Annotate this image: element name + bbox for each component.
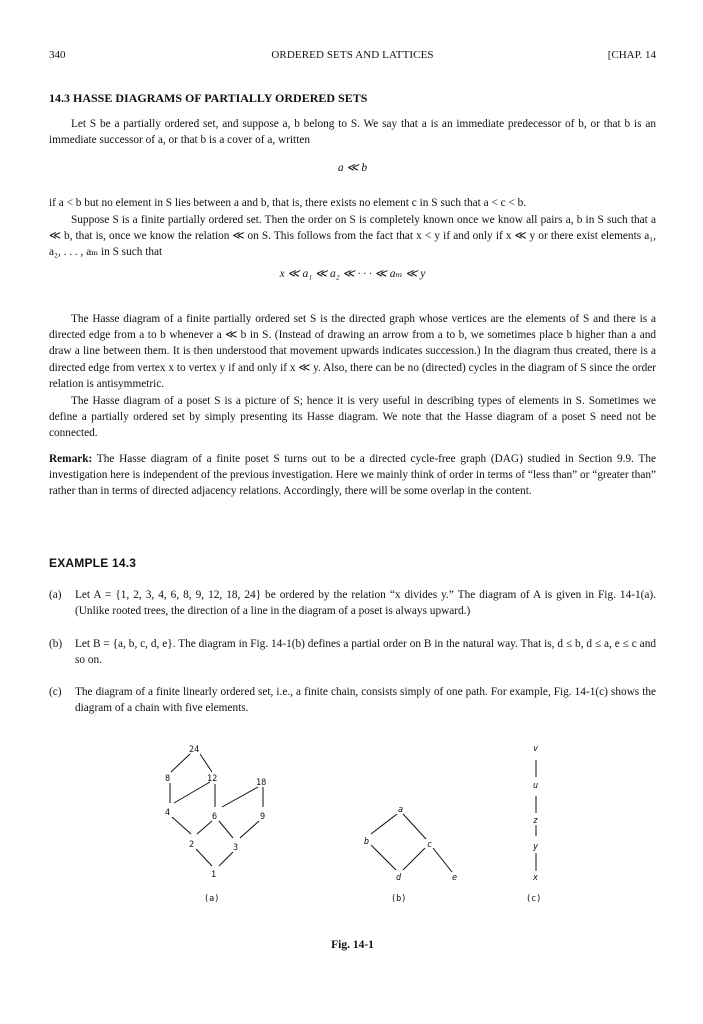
diagram-c-label: (c) xyxy=(526,894,542,904)
node-z: z xyxy=(533,816,539,826)
node-6: 6 xyxy=(212,812,218,822)
node-x: x xyxy=(533,873,539,883)
node-v: v xyxy=(533,744,539,754)
item-text: Let A = {1, 2, 3, 4, 6, 8, 9, 12, 18, 24} be ordered by the relation “x divides y.” The diagram of A is given in Fig. 14-1(a). (Unlike rooted trees, the direction of a line in the diagram of a poset is always upward.) xyxy=(75,589,656,618)
node-8: 8 xyxy=(165,774,171,784)
hasse-figure xyxy=(0,735,703,935)
item-label: (c) xyxy=(49,686,62,698)
remark-text: The Hasse diagram of a finite poset S turns out to be a directed cycle-free graph (DAG) studied in Section 9.9. The investigation here is independent of the previous investigation. Here we mainly think of order in terms of “less than” or “greater than” rather than in terms of directed adjacency relations. Accordingly, there will be some overlap in the content. xyxy=(49,453,656,498)
edge-3-9 xyxy=(240,821,259,838)
item-label: (a) xyxy=(49,589,62,601)
paragraph-2: if a < b but no element in S lies between a and b, that is, there exists no element c in S such that a < c < b. xyxy=(49,197,527,209)
edge-4-12 xyxy=(174,782,210,803)
edge-e-c xyxy=(433,848,452,872)
node-24: 24 xyxy=(189,745,200,755)
figure-caption: Fig. 14-1 xyxy=(331,939,374,951)
node-2: 2 xyxy=(189,840,195,850)
diagram-b-label: (b) xyxy=(391,894,407,904)
node-b: b xyxy=(364,837,370,847)
node-y: y xyxy=(533,842,539,852)
edge-1-2 xyxy=(196,849,212,866)
item-text: Let B = {a, b, c, d, e}. The diagram in Fig. 14-1(b) defines a partial order on B in the natural way. That is, d ≤ b, d ≤ a, e ≤ c and so on. xyxy=(75,638,656,667)
node-c: c xyxy=(427,840,433,850)
edge-d-c xyxy=(403,848,425,870)
edge-c-a xyxy=(403,814,426,839)
edge-3-6 xyxy=(219,821,233,838)
example-item-b xyxy=(49,636,656,668)
paragraph-5: The Hasse diagram of a poset S is a picture of S; hence it is very useful in describing types of elements in S. Sometimes we define a partially ordered set by simply presenting its Hasse diagram. We note that the Hasse diagram of a poset S need not be connected. xyxy=(49,395,656,440)
running-title: ORDERED SETS AND LATTICES xyxy=(271,49,434,61)
display-equation-1: a ≪ b xyxy=(337,162,368,174)
chapter-label: [CHAP. 14 xyxy=(607,49,656,61)
remark-label: Remark: xyxy=(49,453,93,465)
example-title: EXAMPLE 14.3 xyxy=(49,556,137,570)
diagram-a-label: (a) xyxy=(204,894,220,904)
paragraph-3: Suppose S is a finite partially ordered set. Then the order on S is completely known once we know all pairs a, b in S such that a ≪ b, that is, once we know the relation ≪ on S. This follows from the fact that x < y if and only if x ≪ y or there exist elements a₁, a₂, . . . , aₘ in S such that xyxy=(49,214,656,259)
node-1: 1 xyxy=(211,870,217,880)
section-title: 14.3 HASSE DIAGRAMS OF PARTIALLY ORDERED SETS xyxy=(49,91,368,105)
node-4: 4 xyxy=(165,808,171,818)
edge-2-6 xyxy=(197,821,212,834)
edge-8-24 xyxy=(171,754,190,772)
item-text: The diagram of a finite linearly ordered set, i.e., a finite chain, consists simply of one path. For example, Fig. 14-1(c) shows the diagram of a chain with five elements. xyxy=(75,686,656,715)
edge-1-3 xyxy=(219,852,233,866)
hasse-diagram-c xyxy=(526,744,541,904)
edge-d-b xyxy=(371,845,396,870)
item-label: (b) xyxy=(49,638,63,650)
running-header xyxy=(49,49,656,65)
node-e: e xyxy=(452,873,458,883)
paragraph-1: Let S be a partially ordered set, and suppose a, b belong to S. We say that a is an immediate predecessor of b, or that b is an immediate successor of a, or that b is a cover of a, written xyxy=(49,118,656,147)
example-item-c xyxy=(49,684,656,716)
edge-12-24 xyxy=(200,754,212,772)
display-equation-2: x ≪ a₁ ≪ a₂ ≪ · · · ≪ aₘ ≪ y xyxy=(279,268,426,280)
edge-6-18 xyxy=(222,787,258,807)
node-a: a xyxy=(398,805,404,815)
node-9: 9 xyxy=(260,812,266,822)
page-number: 340 xyxy=(49,49,66,61)
node-18: 18 xyxy=(256,778,267,788)
example-item-a xyxy=(49,587,656,619)
node-12: 12 xyxy=(207,774,218,784)
remark xyxy=(49,451,656,500)
node-u: u xyxy=(533,781,539,791)
edge-2-4 xyxy=(172,817,191,834)
paragraph-4: The Hasse diagram of a finite partially ordered set S is the directed graph whose vertices are the elements of S and there is a directed edge from a to b whenever a ≪ b in S. (Instead of drawing an arrow from a to b, we sometimes place b higher than a and draw a line between them. It is then understood that movement upwards indicates succession.) In the diagram thus created, there is a directed edge from vertex x to vertex y if and only if x ≪ y. Also, there can be no (directed) cycles in the diagram of S since the order relation is antisymmetric. xyxy=(49,313,656,390)
edge-b-a xyxy=(371,814,397,834)
node-d: d xyxy=(396,873,402,883)
hasse-diagram-b xyxy=(364,805,457,904)
node-3: 3 xyxy=(233,843,239,853)
hasse-diagram-a xyxy=(165,745,266,904)
